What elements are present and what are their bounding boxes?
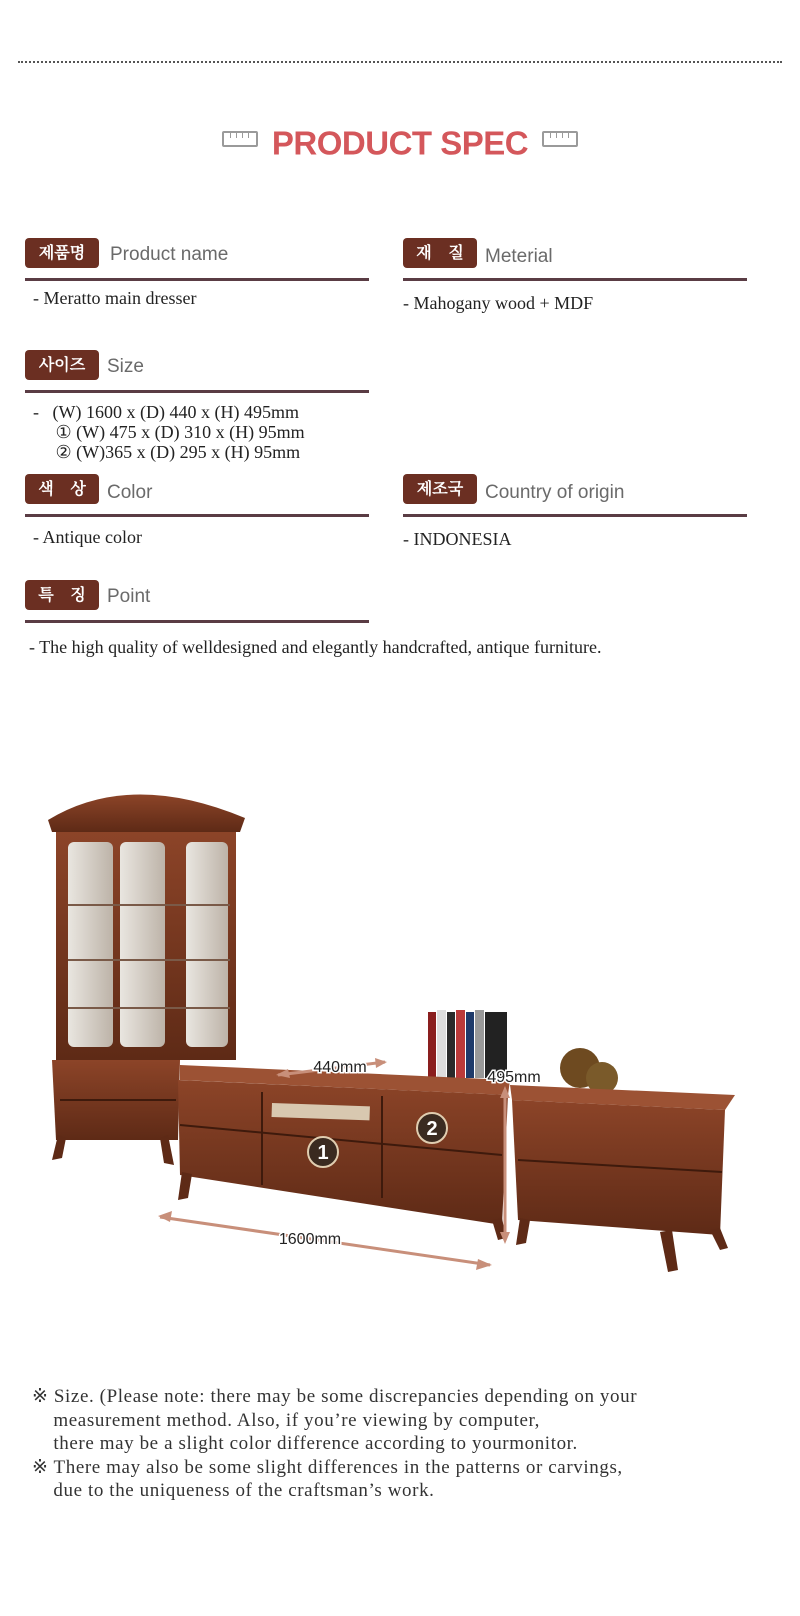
drawer-number-1: 1 [317,1142,329,1164]
product-photo [40,780,760,1300]
drawer-number-2: 2 [426,1118,438,1140]
drawer-marker-1 [308,1137,338,1167]
badge-product-name: 제품명 [25,238,99,268]
note-line: due to the uniqueness of the craftsman’s work. [32,1480,435,1501]
disclaimer-notes [32,1385,637,1503]
value-product-name: - Meratto main dresser [33,288,197,308]
drawer-marker-2 [417,1113,447,1143]
section-origin [403,474,747,517]
value-size [33,402,305,462]
width-label: 1600mm [278,1231,342,1248]
section-material [403,238,747,281]
value-origin: - INDONESIA [403,529,512,549]
badge-size: 사이즈 [25,350,99,380]
depth-label: 440mm [313,1059,367,1076]
note-line: there may be a slight color difference according to yourmonitor. [32,1433,578,1454]
section-point [25,580,369,623]
badge-color: 색 상 [25,474,99,504]
ruler-icon [222,131,258,147]
size-line: ① (W) 475 x (D) 310 x (H) 95mm [33,422,305,442]
top-dotted-divider [18,61,782,63]
badge-origin: 제조국 [403,474,477,504]
note-line: ※ Size. (Please note: there may be some discrepancies depending on your [32,1386,638,1407]
side-dresser [510,1085,735,1272]
label-color: Color [107,482,153,503]
value-color: - Antique color [33,527,142,547]
label-point: Point [107,586,151,607]
section-product-name [25,238,369,281]
note-line: measurement method. Also, if you’re viewing by computer, [32,1409,541,1431]
height-label: 495mm [487,1069,541,1086]
books [428,1010,507,1078]
label-origin: Country of origin [485,482,625,503]
main-dresser [178,1065,510,1240]
label-size: Size [107,356,144,377]
section-color [25,474,369,517]
badge-point: 특 징 [25,580,99,610]
size-line: ② (W)365 x (D) 295 x (H) 95mm [33,442,301,462]
page-title: PRODUCT SPEC [0,122,800,162]
note-line: ※ There may also be some slight differences in the patterns or carvings, [32,1456,623,1478]
badge-material: 재 질 [403,238,477,268]
value-point: - The high quality of welldesigned and elegantly handcrafted, antique furniture. [29,637,602,657]
label-product-name: Product name [110,244,229,265]
section-size [25,350,369,393]
size-line: - (W) 1600 x (D) 440 x (H) 495mm [33,402,299,422]
label-material: Meterial [485,246,553,267]
value-material: - Mahogany wood + MDF [403,293,594,313]
ruler-icon [542,131,578,147]
